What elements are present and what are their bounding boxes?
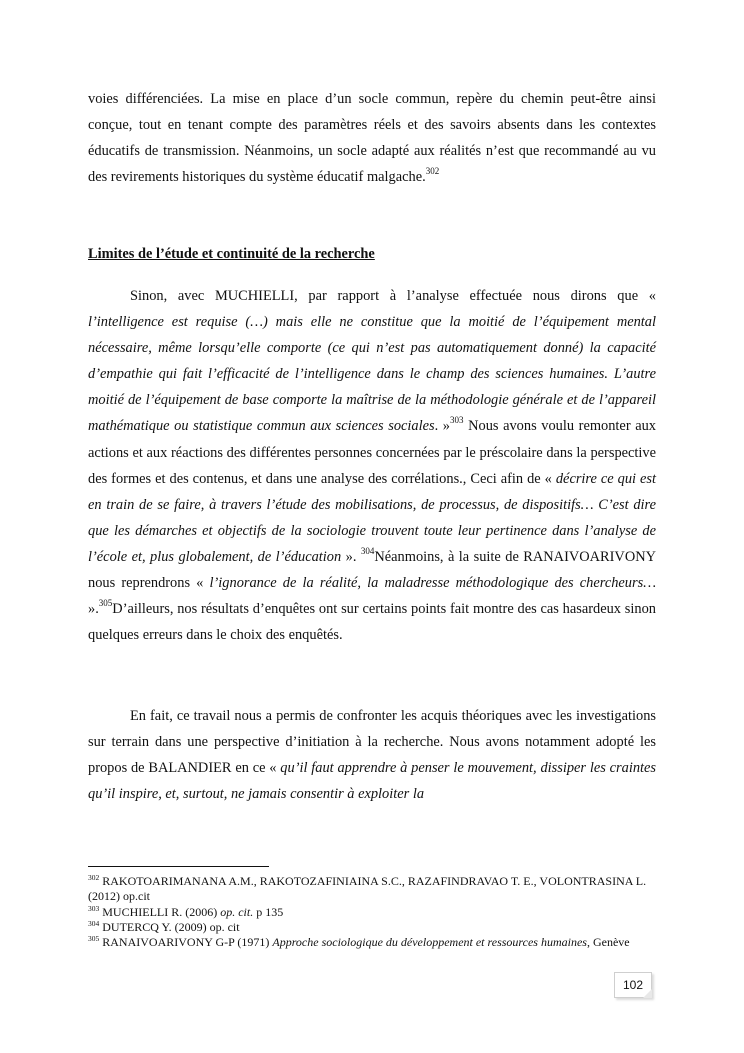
footnote-number: 302 (88, 873, 100, 882)
page-number: 102 (614, 972, 652, 998)
footnote-303 (88, 905, 656, 920)
paragraph-2-text: Sinon, avec MUCHIELLI, par rapport à l’analyse effectuée nous dirons que « (130, 288, 656, 304)
section-heading: Limites de l’étude et continuité de la recherche (88, 246, 375, 262)
quote-sociology: décrire ce qui est en train de se faire, à travers l’étude des mobilisations, de processus, de dispositifs… C’est dire que les démarches et objectifs de la sociologie trouvent toute leur pertinence dans l’analyse de l’école et, plus globalement, de l’éducation (88, 470, 657, 565)
paragraph-2-text: ». (88, 601, 99, 618)
footnote-text: RAKOTOARIMANANA A.M., RAKOTOZAFINIAINA S.C., RAZAFINDRAVAO T. E., VOLONTRASINA L. (2012) op.cit (88, 874, 647, 904)
footnote-302 (88, 874, 656, 905)
paragraph-2-text: Néanmoins, à la suite de RANAIVOARIVONY nous reprendrons « (88, 548, 656, 592)
footnote-number: 305 (88, 934, 100, 943)
paragraph-2-text: D’ailleurs, nos résultats d’enquêtes ont sur certains points fait montre des cas hasardeux sinon quelques erreurs dans le choix des enquêtés. (88, 601, 656, 644)
paragraph-3 (88, 703, 656, 807)
footnote-ref-304: 304 (360, 545, 375, 556)
paragraph-2 (88, 283, 656, 648)
quote-muchielli: l’intelligence est requise (…) mais elle ne constitue que la moitié de l’équipement mental nécessaire, même lorsqu’elle comporte (ce qui n’est pas automatiquement donné) la capacité d’empathie qui fait l’efficacité de l’intelligence dans le champ des sciences humaines. L’autre moitié de l’équipement de base comporte la maîtrise de la méthodologie générale et de l’appareil mathématique ou statistique commun aux sciences sociales (88, 314, 656, 435)
footnote-text: , Genève (586, 935, 630, 949)
footnote-text: Approche sociologique du développement et ressources humaines (272, 935, 587, 949)
footnote-number: 304 (88, 919, 100, 928)
footnote-304 (88, 920, 656, 935)
footnote-305 (88, 935, 656, 950)
paragraph-1 (88, 86, 656, 190)
paragraph-2-text: Nous avons voulu remonter aux actions et aux réactions des différentes personnes concernées par le préscolaire dans la perspective des formes et des contenus, et dans une analyse des corrélations., Ceci afin de « (88, 418, 657, 487)
footnote-text: DUTERCQ Y. (2009) op. cit (99, 920, 240, 934)
quote-balandier: qu’il faut apprendre à penser le mouvement, dissiper les craintes qu’il inspire, et, surtout, ne jamais consentir à exploiter la (88, 760, 656, 803)
footnote-text: p 135 (253, 905, 284, 919)
footnote-text: MUCHIELLI R. (2006) (99, 905, 221, 919)
footnote-ref-302: 302 (425, 166, 440, 177)
footnote-separator (88, 866, 269, 867)
footnote-ref-305: 305 (98, 598, 113, 609)
paragraph-2-text: . » (434, 418, 450, 435)
paragraph-1-text: voies différenciées. La mise en place d’un socle commun, repère du chemin peut-être ainsi conçue, tout en tenant compte des paramètres réels et des savoirs absents dans les contextes éducatifs de transmission. Néanmoins, un socle adapté aux réalités n’est que recommandé au vu des revirements historiques du système éducatif malgache. (88, 91, 656, 186)
footnote-text: RANAIVOARIVONY G-P (1971) (99, 935, 273, 949)
quote-ranaivoarivony: l’ignorance de la réalité, la maladresse méthodologique des chercheurs… (209, 575, 656, 592)
footnote-text: op. cit. (220, 905, 254, 919)
footnote-number: 303 (88, 904, 100, 913)
paragraph-3-text: En fait, ce travail nous a permis de confronter les acquis théoriques avec les investigations sur terrain dans une perspective d’initiation à la recherche. Nous avons notamment adopté les propos de BALANDIER en ce « (88, 708, 656, 777)
footnote-ref-303: 303 (450, 415, 464, 426)
paragraph-2-text: ». (341, 548, 361, 565)
